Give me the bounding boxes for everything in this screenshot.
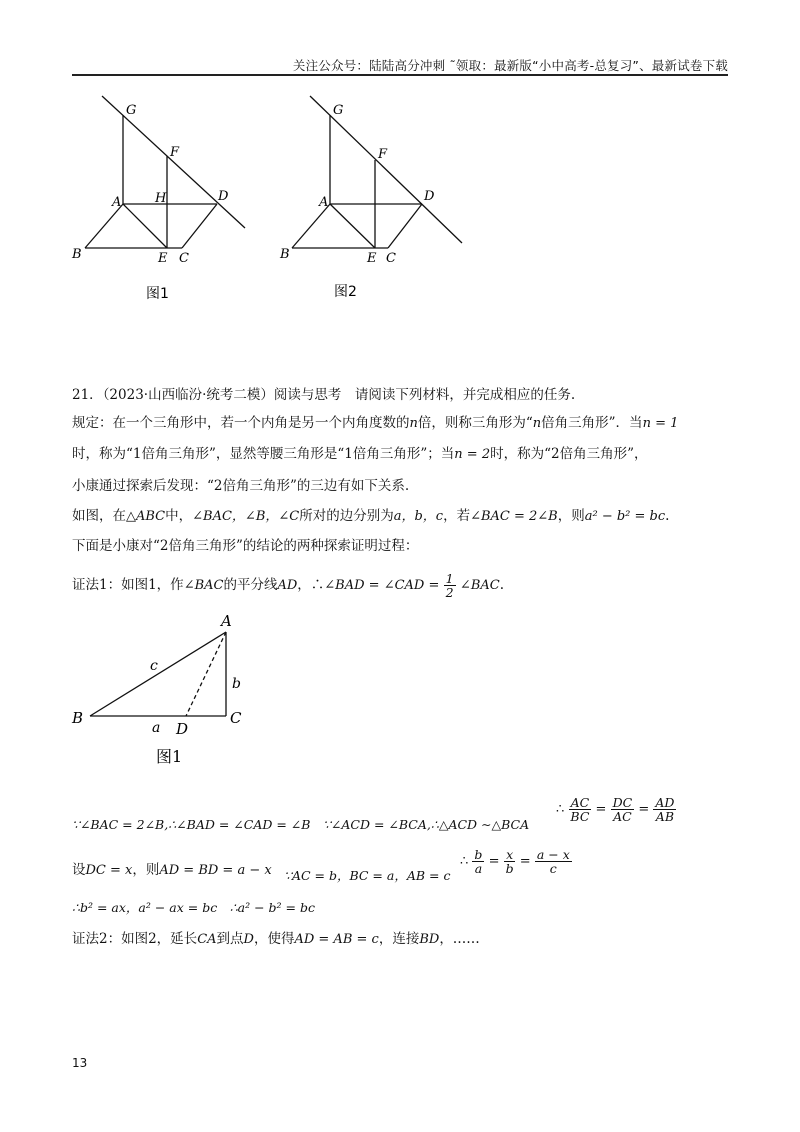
statement-line: 如图，在△ABC中，∠BAC，∠B，∠C所对的边分别为a，b，c，若∠BAC = 2∠B，则a² − b² = bc. bbox=[72, 508, 670, 524]
header-rule bbox=[72, 74, 728, 76]
rule-line-1: 规定：在一个三角形中，若一个内角是另一个内角度数的n倍，则称三角形为“n倍角三角形”．当n = 1 bbox=[72, 415, 679, 431]
intro-proofs-line: 下面是小康对“2倍角三角形”的结论的两种探索证明过程： bbox=[72, 538, 419, 554]
page-header: 关注公众号：陆陆高分冲刺 ˜领取：最新版“小中高考-总复习”、最新试卷下载 bbox=[292, 58, 728, 73]
label-side-b: b bbox=[232, 676, 241, 692]
problem-heading bbox=[72, 383, 575, 403]
line-gd bbox=[310, 96, 462, 243]
label-b: B bbox=[72, 709, 84, 727]
label-f: F bbox=[170, 145, 180, 160]
segment-ae bbox=[330, 204, 375, 248]
step-similar-triangles: ∵∠BAC = 2∠B,∴∠BAD = ∠CAD = ∠B ∵∠ACD = ∠BCA,∴△ACD ∼△BCA bbox=[72, 817, 530, 832]
label-c: C bbox=[386, 251, 396, 266]
label-c: C bbox=[179, 251, 189, 266]
label-a: A bbox=[112, 195, 122, 210]
label-g: G bbox=[333, 103, 344, 118]
side-ab bbox=[90, 632, 226, 716]
label-d: D bbox=[424, 189, 435, 204]
label-side-a: a bbox=[152, 720, 161, 736]
fraction-half: $\frac{1}{2}$ bbox=[445, 571, 454, 600]
proportion-equation: ∴ $\frac{b}{a}$ = $\frac{x}{b}$ = $\frac{a - x}{c}$ bbox=[460, 847, 570, 876]
label-a: A bbox=[221, 612, 232, 630]
figure-caption: 图1 bbox=[156, 747, 183, 766]
label-e: E bbox=[158, 251, 168, 266]
discovery-line: 小康通过探索后发现：“2倍角三角形”的三边有如下关系. bbox=[72, 478, 410, 494]
problem-source: （2023·山西临汾·统考二模）阅读与思考 请阅读下列材料，并完成相应的任务. bbox=[102, 387, 576, 403]
figure-2-caption: 图2 bbox=[334, 284, 357, 300]
ratio-equation: ∴ $\frac{AC}{BC}$ = $\frac{DC}{AC}$ = $\frac{AD}{AB}$ bbox=[556, 795, 675, 824]
label-f: F bbox=[378, 147, 388, 162]
label-b: B bbox=[72, 247, 82, 262]
label-d: D bbox=[176, 720, 189, 738]
figure-2-top bbox=[272, 88, 472, 318]
label-e: E bbox=[367, 251, 377, 266]
label-b: B bbox=[280, 247, 290, 262]
label-h: H bbox=[155, 191, 167, 206]
label-g: G bbox=[126, 103, 137, 118]
label-c: C bbox=[230, 709, 242, 727]
segment-ab bbox=[85, 204, 123, 248]
label-d: D bbox=[218, 189, 229, 204]
figure-1-caption: 图1 bbox=[146, 286, 169, 302]
segment-cd bbox=[182, 204, 217, 248]
segment-ab bbox=[292, 204, 330, 248]
label-a: A bbox=[319, 195, 329, 210]
page-number: 13 bbox=[72, 1056, 88, 1070]
proof-1-line: 证法1：如图1，作∠BAC的平分线AD，∴∠BAD = ∠CAD = $\frac{1}{2}$ ∠BAC. bbox=[72, 571, 504, 600]
proof-2-line: 证法2：如图2，延长CA到点D，使得AD = AB = c，连接BD，…… bbox=[72, 931, 480, 947]
step-conclusion: ∴b² = ax，a² − ax = bc ∴a² − b² = bc bbox=[72, 900, 315, 915]
step-set-variable: 设DC = x，则AD = BD = a − x bbox=[72, 862, 272, 878]
figure-1-top bbox=[60, 88, 260, 318]
figure-triangle-abc bbox=[68, 610, 268, 770]
segment-cd bbox=[388, 204, 422, 248]
label-side-c: c bbox=[150, 658, 158, 674]
segment-ae bbox=[123, 204, 167, 248]
rule-line-2: 时，称为“1倍角三角形”，显然等腰三角形是“1倍角三角形”；当n = 2时，称为“2倍角三角形”， bbox=[72, 446, 648, 462]
step-given-sides: ∵AC = b，BC = a，AB = c bbox=[284, 868, 451, 883]
problem-number: 21． bbox=[72, 387, 103, 403]
